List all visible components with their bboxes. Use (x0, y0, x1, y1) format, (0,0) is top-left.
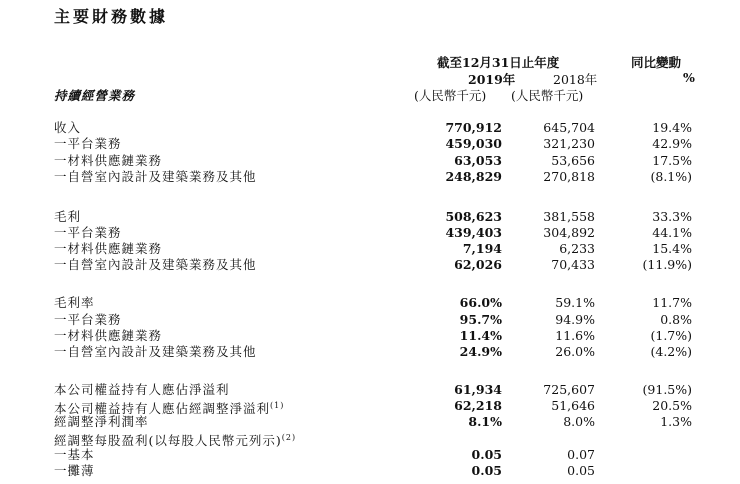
value-2019: 24.9% (459, 344, 502, 359)
value-2018: 725,607 (543, 382, 595, 397)
value-2019: 248,829 (445, 169, 502, 184)
yoy-change: (4.2%) (650, 344, 692, 359)
value-2019: 8.1% (468, 414, 502, 429)
value-2018: 26.0% (555, 344, 595, 359)
yoy-change: 19.4% (652, 120, 692, 135)
value-2019: 0.05 (471, 463, 502, 478)
row-label (54, 136, 122, 152)
value-2019: 62,026 (454, 257, 502, 272)
value-2018: 59.1% (555, 295, 595, 310)
row-label (54, 209, 81, 225)
value-2018: 53,656 (551, 153, 595, 168)
row-label-text: 毛利率 (54, 295, 95, 310)
yoy-change: 15.4% (652, 241, 692, 256)
value-2018: 8.0% (563, 414, 595, 429)
footnote-marker: (1) (270, 401, 285, 410)
table-row (0, 153, 740, 169)
yoy-change: (1.7%) (650, 328, 692, 343)
row-label (54, 312, 122, 328)
table-row (0, 136, 740, 152)
row-label-text: 一平台業務 (54, 225, 122, 240)
row-label-text: 一平台業務 (54, 136, 122, 151)
yoy-change: (11.9%) (642, 257, 692, 272)
row-label-text: 收入 (54, 120, 82, 135)
row-label-text: 毛利 (54, 209, 82, 224)
row-label-text: 一自營室內設計及建築業務及其他 (54, 344, 257, 359)
table-row (0, 344, 740, 360)
row-label (54, 447, 95, 463)
yoy-change: 44.1% (652, 225, 692, 240)
value-2018: 270,818 (543, 169, 595, 184)
row-label-text: 一自營室內設計及建築業務及其他 (54, 169, 257, 184)
period-header: 截至12月31日止年度 (437, 55, 560, 70)
row-label (54, 257, 257, 273)
value-2019: 62,218 (454, 398, 502, 413)
row-label-text: 本公司權益持有人應佔經調整淨溢利 (54, 401, 271, 417)
row-label-text: 一材料供應鏈業務 (54, 241, 163, 256)
table-row (0, 241, 740, 257)
yoy-change: 17.5% (652, 153, 692, 168)
value-2019: 459,030 (445, 136, 502, 151)
table-row (0, 447, 740, 463)
table-row (0, 312, 740, 328)
value-2018: 70,433 (551, 257, 595, 272)
value-2019: 7,194 (462, 241, 502, 256)
value-2019: 95.7% (459, 312, 502, 327)
year-2019-header: 2019年 (468, 72, 516, 87)
table-row (0, 328, 740, 344)
section-label: 持續經營業務 (54, 88, 136, 103)
page-title: 主要財務數據 (54, 7, 169, 26)
table-row (0, 398, 740, 417)
table-row (0, 120, 740, 136)
row-label-text: 本公司權益持有人應佔淨溢利 (54, 382, 230, 397)
table-row (0, 257, 740, 273)
row-label (54, 169, 257, 185)
value-2019: 61,934 (454, 382, 502, 397)
value-2018: 381,558 (543, 209, 595, 224)
yoy-change-header: 同比變動 (630, 55, 681, 70)
value-2019: 439,403 (445, 225, 502, 240)
value-2018: 304,892 (543, 225, 595, 240)
table-row (0, 430, 740, 449)
value-2018: 6,233 (559, 241, 595, 256)
value-2018: 11.6% (555, 328, 595, 343)
yoy-change: 20.5% (652, 398, 692, 413)
row-label-text: 一材料供應鏈業務 (54, 153, 163, 168)
row-label (54, 295, 95, 311)
unit-2018-header: (人民幣千元) (511, 88, 584, 103)
value-2019: 11.4% (459, 328, 502, 343)
row-label-text: 經調整每股盈利(以每股人民幣元列示) (54, 433, 282, 449)
value-2018: 0.07 (567, 447, 595, 462)
table-row (0, 295, 740, 311)
yoy-change: 11.7% (652, 295, 692, 310)
value-2018: 94.9% (555, 312, 595, 327)
unit-2019-header: (人民幣千元) (414, 88, 487, 103)
row-label-text: 經調整淨利潤率 (54, 414, 149, 429)
value-2018: 645,704 (543, 120, 595, 135)
row-label (54, 414, 149, 430)
table-row (0, 169, 740, 185)
row-label (54, 463, 95, 479)
row-label (54, 120, 81, 136)
row-label (54, 328, 162, 344)
row-label-text: 一平台業務 (54, 312, 122, 327)
row-label-text: 一基本 (54, 447, 95, 462)
value-2019: 0.05 (471, 447, 502, 462)
row-label (54, 241, 162, 257)
yoy-change: (91.5%) (642, 382, 692, 397)
value-2019: 770,912 (445, 120, 502, 135)
year-2018-header: 2018年 (553, 72, 598, 87)
table-row (0, 225, 740, 241)
yoy-change: 0.8% (660, 312, 692, 327)
row-label-text: 一自營室內設計及建築業務及其他 (54, 257, 257, 272)
yoy-change: 42.9% (652, 136, 692, 151)
row-label-text: 一材料供應鏈業務 (54, 328, 163, 343)
value-2019: 508,623 (445, 209, 502, 224)
footnote-marker: (2) (281, 433, 297, 442)
row-label (54, 153, 162, 169)
yoy-change: (8.1%) (650, 169, 692, 184)
yoy-change: 33.3% (652, 209, 692, 224)
row-label (54, 225, 122, 241)
value-2018: 321,230 (543, 136, 595, 151)
table-row (0, 414, 740, 430)
table-row (0, 382, 740, 398)
value-2018: 51,646 (551, 398, 595, 413)
row-label (54, 344, 257, 360)
value-2019: 66.0% (459, 295, 502, 310)
table-row (0, 463, 740, 479)
value-2018: 0.05 (567, 463, 595, 478)
yoy-percent-header: % (683, 70, 695, 85)
yoy-change: 1.3% (660, 414, 692, 429)
value-2019: 63,053 (454, 153, 502, 168)
row-label (54, 382, 230, 398)
table-row (0, 209, 740, 225)
row-label-text: 一攤薄 (54, 463, 95, 478)
